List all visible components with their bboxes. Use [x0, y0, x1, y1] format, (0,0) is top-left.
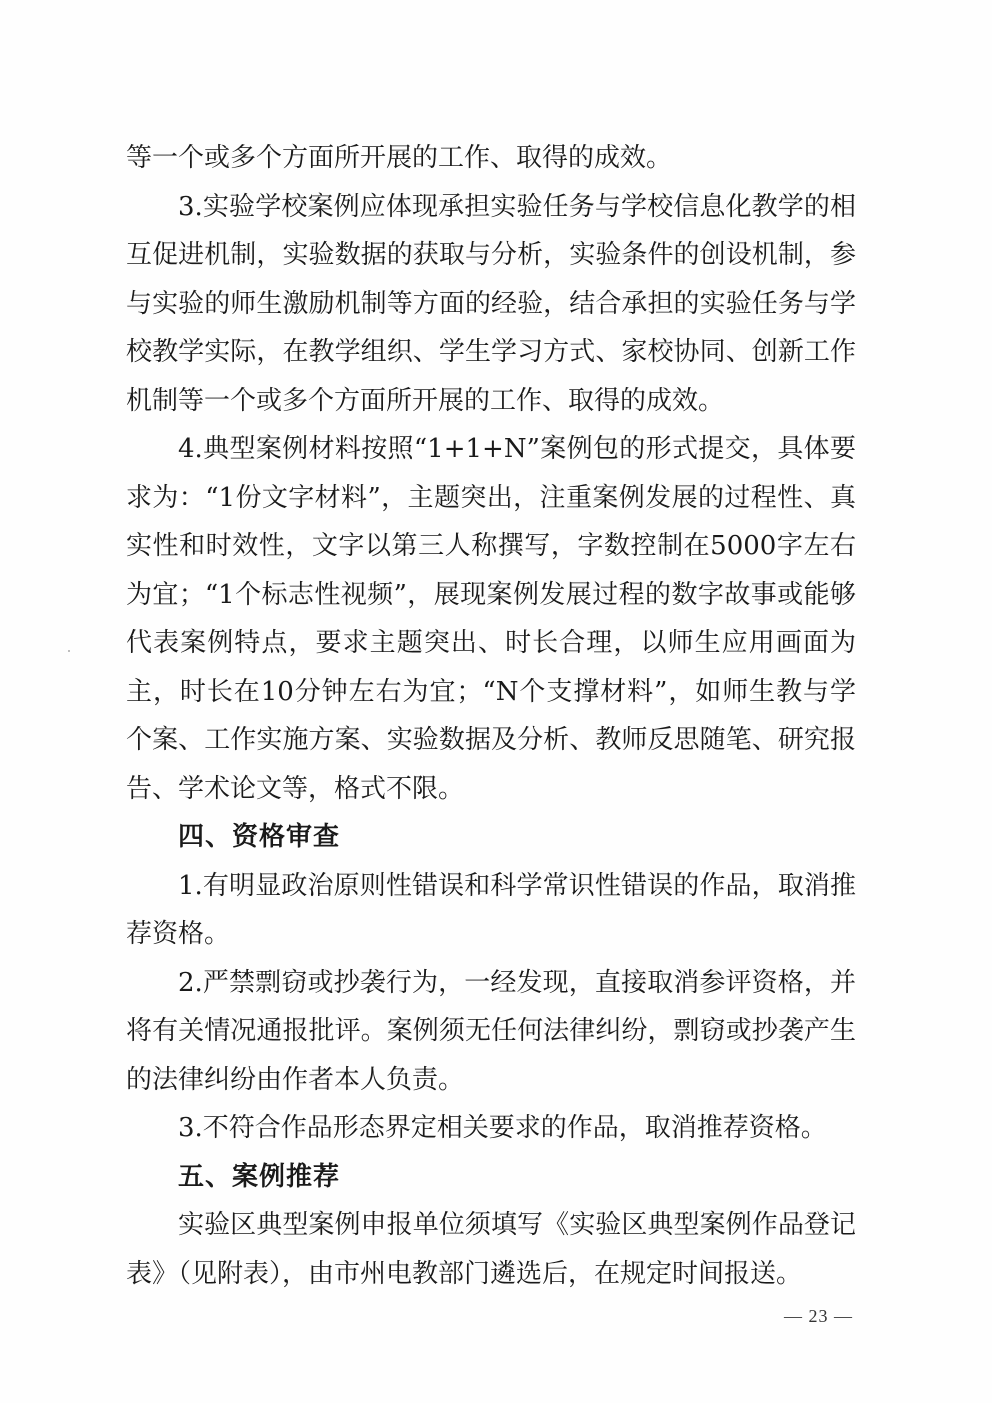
paragraph-review-item-3: 3.不符合作品形态界定相关要求的作品，取消推荐资格。	[178, 1113, 827, 1143]
section-heading-case-recommendation: 五、案例推荐	[178, 1161, 341, 1192]
paragraph-review-item-1: 1.有明显政治原则性错误和科学常识性错误的作品，取消推荐资格。	[126, 870, 856, 949]
paragraph-review-item-2: 2.严禁剽窃或抄袭行为，一经发现，直接取消参评资格，并将有关情况通报批评。案例须无任何法律纠纷，剽窃或抄袭产生的法律纠纷由作者本人负责。	[126, 967, 856, 1095]
paragraph-recommendation: 实验区典型案例申报单位须填写《实验区典型案例作品登记表》（见附表），由市州电教部门遴选后，在规定时间报送。	[126, 1210, 856, 1289]
page-number: — 23 —	[784, 1306, 853, 1326]
document-body	[126, 134, 856, 1298]
paragraph-item-3-experimental-school: 3.实验学校案例应体现承担实验任务与学校信息化教学的相互促进机制，实验数据的获取与分析，实验条件的创设机制，参与实验的师生激励机制等方面的经验，结合承担的实验任务与学校教学实际，在教学组织、学生学习方式、家校协同、创新工作机制等一个或多个方面所开展的工作、取得的成效。	[126, 191, 856, 416]
paragraph-continuation: 等一个或多个方面所开展的工作、取得的成效。	[126, 143, 673, 173]
section-heading-qualification-review: 四、资格审查	[178, 822, 341, 852]
paragraph-item-4-materials: 4.典型案例材料按照“1+1+N”案例包的形式提交，具体要求为：“1份文字材料”，主题突出，注重案例发展的过程性、真实性和时效性，文字以第三人称撰写，字数控制在5000字左右为宜；“1个标志性视频”，展现案例发展过程的数字故事或能够代表案例特点，要求主题突出、时长合理，以师生应用画面为主，时长在10分钟左右为宜；“N个支撑材料”，如师生教与学个案、工作实施方案、实验数据及分析、教师反思随笔、研究报告、学术论文等，格式不限。	[126, 434, 856, 804]
scan-speck	[68, 650, 70, 652]
